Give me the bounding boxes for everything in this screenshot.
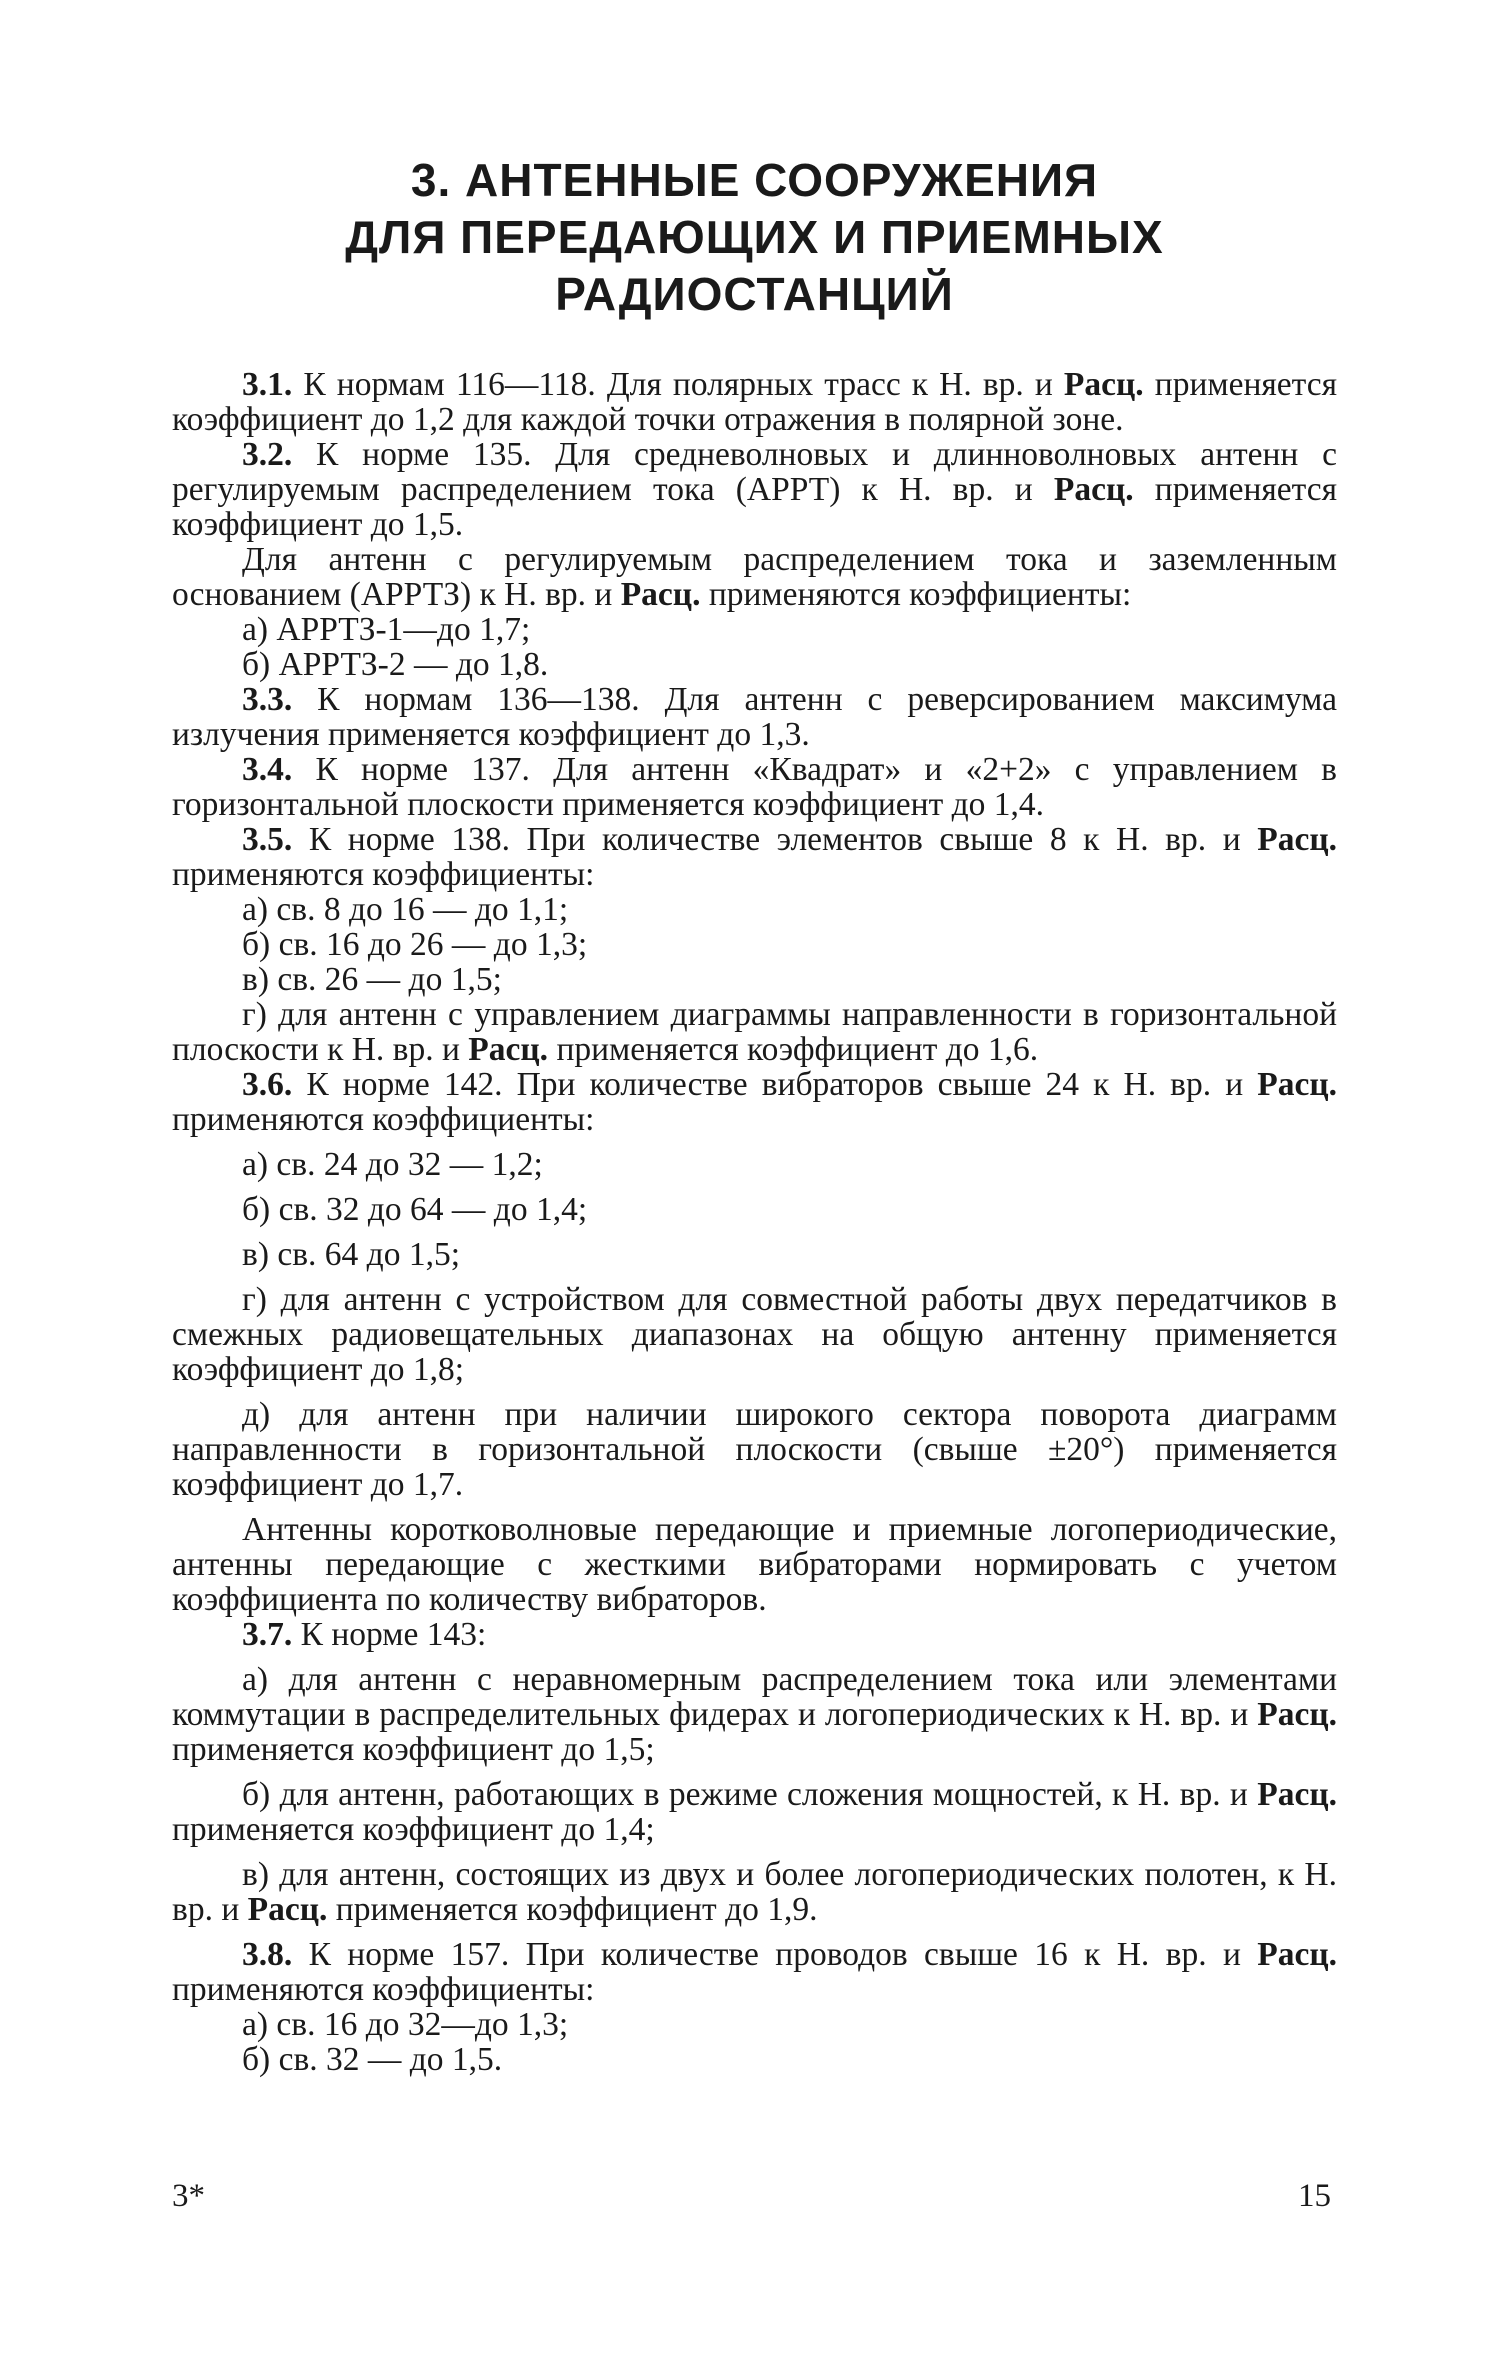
clause-number: 3.2.	[242, 436, 293, 473]
clause-text: применяются коэффициенты:	[172, 1971, 595, 2008]
list-item: г) для антенн с устройством для совместной работы двух передатчиков в смежных радиовещательных диапазонах на общую антенну применяется коэффициент до 1,8;	[172, 1281, 1337, 1388]
list-item: б) св. 16 до 26 — до 1,3;	[242, 926, 588, 963]
list-item: а) св. 16 до 32—до 1,3;	[242, 2006, 569, 2043]
clause-text: К норме 157. При количестве проводов свыше 16 к Н. вр. и	[292, 1936, 1258, 1973]
clause-3-1	[172, 367, 1337, 437]
list-item: б) св. 32 — до 1,5.	[242, 2041, 503, 2078]
title-line-2: ДЛЯ ПЕРЕДАЮЩИХ И ПРИЕМНЫХ	[345, 211, 1164, 263]
page-number: 15	[1298, 2178, 1331, 2214]
list-item: в) св. 26 — до 1,5;	[242, 961, 502, 998]
clause-number: 3.5.	[242, 821, 293, 858]
clause-text: К норме 143:	[292, 1616, 487, 1653]
clause-text: применяется коэффициент до 1,9.	[327, 1891, 818, 1928]
clause-text: К норме 137. Для антенн «Квадрат» и «2+2» с управлением в горизонтальной плоскости применяется коэффициент до 1,4.	[172, 751, 1337, 823]
bold-term: Расц.	[468, 1031, 549, 1068]
list-item: в) св. 64 до 1,5;	[242, 1236, 461, 1273]
list-item	[172, 1777, 1337, 1847]
bold-term: Расц.	[1063, 366, 1144, 403]
clause-text: применяются коэффициенты:	[172, 856, 595, 893]
sheet-signature: 3*	[172, 2178, 205, 2214]
clause-text: применяется коэффициент до 1,4;	[172, 1811, 655, 1848]
clause-text: К норме 142. При количестве вибраторов свыше 24 к Н. вр. и	[292, 1066, 1258, 1103]
clause-text: в) для антенн, состоящих из двух и более логопериодических полотен, к Н. вр. и	[172, 1856, 1337, 1928]
clause-text: К норме 135. Для средневолновых и длинноволновых антенн с регулируемым распределением тока (АРРТ) к Н. вр. и	[172, 436, 1337, 508]
clause-3-3	[172, 682, 1337, 752]
clause-number: 3.4.	[242, 751, 293, 788]
clause-3-6	[172, 1067, 1337, 1137]
clause-text: применяется коэффициент до 1,5.	[172, 471, 1337, 543]
bold-term: Расц.	[1257, 1066, 1337, 1103]
clause-3-5	[172, 822, 1337, 892]
list-item	[172, 997, 1337, 1067]
bold-term: Расц.	[1257, 1936, 1337, 1973]
title-line-1: 3. АНТЕННЫЕ СООРУЖЕНИЯ	[410, 154, 1099, 206]
list-item: а) АРРТЗ-1—до 1,7;	[242, 611, 531, 648]
clause-text: применяются коэффициенты:	[700, 576, 1132, 613]
bold-term: Расц.	[1257, 821, 1337, 858]
clause-text: К нормам 136—138. Для антенн с реверсированием максимума излучения применяется коэффициент до 1,3.	[172, 681, 1337, 753]
list-item: б) св. 32 до 64 — до 1,4;	[242, 1191, 588, 1228]
bold-term: Расц.	[1257, 1776, 1337, 1813]
clause-text: К норме 138. При количестве элементов свыше 8 к Н. вр. и	[292, 821, 1258, 858]
list-item	[172, 1857, 1337, 1927]
clause-3-4	[172, 752, 1337, 822]
list-item: а) св. 8 до 16 — до 1,1;	[242, 891, 569, 928]
clause-note: Антенны коротковолновые передающие и приемные логопериодические, антенны передающие с жесткими вибраторами нормировать с учетом коэффициента по количеству вибраторов.	[172, 1511, 1337, 1618]
clause-text: применяется коэффициент до 1,2 для каждой точки отражения в полярной зоне.	[172, 366, 1337, 438]
bold-term: Расц.	[1257, 1696, 1337, 1733]
clause-3-2-paragraph	[172, 542, 1337, 612]
list-item	[172, 1662, 1337, 1767]
clause-3-8	[172, 1937, 1337, 2007]
bold-term: Расц.	[620, 576, 701, 613]
clause-text: К нормам 116—118. Для полярных трасс к Н. вр. и	[292, 366, 1064, 403]
list-item: а) св. 24 до 32 — 1,2;	[242, 1146, 543, 1183]
clause-number: 3.8.	[242, 1936, 293, 1973]
list-item: б) АРРТЗ-2 — до 1,8.	[242, 646, 549, 683]
clause-3-2	[172, 437, 1337, 542]
clause-number: 3.7.	[242, 1616, 293, 1653]
bold-term: Расц.	[1053, 471, 1134, 508]
bold-term: Расц.	[247, 1891, 328, 1928]
clause-text: Для антенн с регулируемым распределением тока и заземленным основанием (АРРТЗ) к Н. вр. и	[172, 541, 1337, 613]
clause-number: 3.6.	[242, 1066, 293, 1103]
clause-number: 3.3.	[242, 681, 293, 718]
clause-3-7	[172, 1617, 1337, 1652]
page-body	[172, 152, 1337, 2077]
clause-text: б) для антенн, работающих в режиме сложения мощностей, к Н. вр. и	[242, 1776, 1258, 1813]
title-line-3: РАДИОСТАНЦИЙ	[555, 268, 954, 320]
clause-text: применяются коэффициенты:	[172, 1101, 595, 1138]
clause-text: а) для антенн с неравномерным распределением тока или элементами коммутации в распределительных фидерах и логопериодических к Н. вр. и	[172, 1661, 1337, 1733]
clause-number: 3.1.	[242, 366, 293, 403]
section-title	[172, 152, 1337, 323]
clause-text: применяется коэффициент до 1,5;	[172, 1731, 655, 1768]
clause-text: г) для антенн с управлением диаграммы направленности в горизонтальной плоскости к Н. вр. и	[172, 996, 1337, 1068]
clause-text: применяется коэффициент до 1,6.	[548, 1031, 1039, 1068]
list-item: д) для антенн при наличии широкого сектора поворота диаграмм направленности в горизонтальной плоскости (свыше ±20°) применяется коэффициент до 1,7.	[172, 1396, 1337, 1503]
